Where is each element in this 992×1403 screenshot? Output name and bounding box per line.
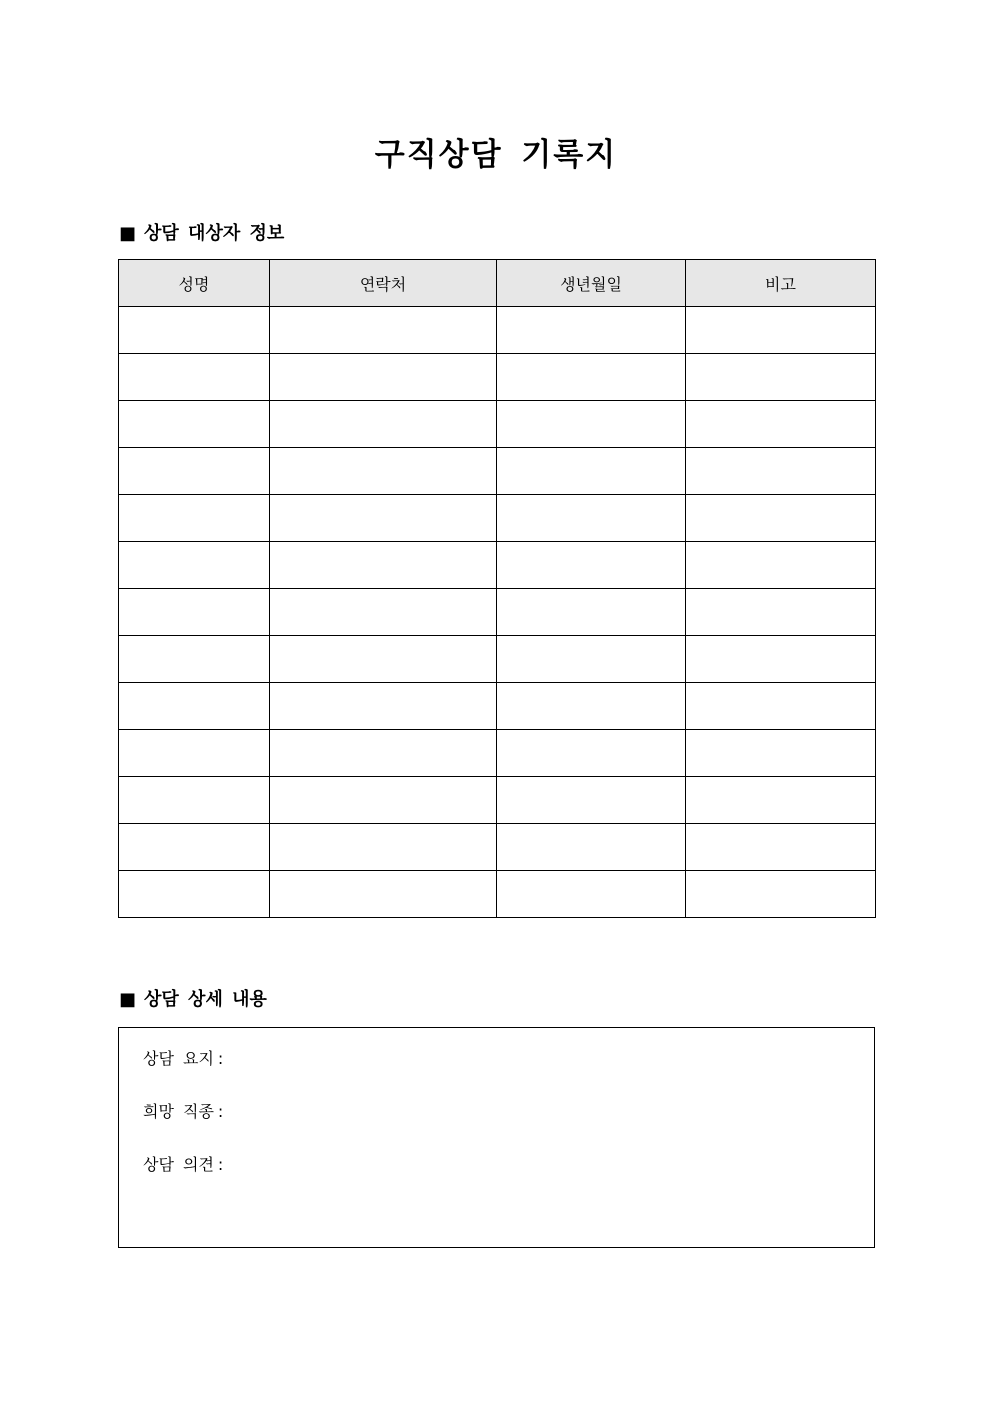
name-cell[interactable]	[119, 307, 270, 354]
table-row	[119, 495, 876, 542]
birthdate-cell[interactable]	[497, 354, 686, 401]
column-header-contact: 연락처	[270, 260, 497, 307]
remarks-cell[interactable]	[686, 730, 876, 777]
remarks-cell[interactable]	[686, 777, 876, 824]
contact-cell[interactable]	[270, 871, 497, 918]
contact-cell[interactable]	[270, 636, 497, 683]
page-title: 구직상담 기록지	[374, 137, 618, 173]
remarks-cell[interactable]	[686, 589, 876, 636]
birthdate-cell[interactable]	[497, 495, 686, 542]
table-header-row	[119, 260, 876, 307]
contact-cell[interactable]	[270, 683, 497, 730]
square-bullet-icon: ■	[119, 223, 137, 244]
table-row	[119, 542, 876, 589]
birthdate-cell[interactable]	[497, 636, 686, 683]
remarks-cell[interactable]	[686, 354, 876, 401]
remarks-cell[interactable]	[686, 495, 876, 542]
table-row	[119, 824, 876, 871]
section-heading-counseling-detail	[119, 988, 267, 1012]
name-cell[interactable]	[119, 824, 270, 871]
name-cell[interactable]	[119, 683, 270, 730]
field-colon: :	[217, 1049, 224, 1068]
name-cell[interactable]	[119, 871, 270, 918]
column-header-remarks: 비고	[686, 260, 876, 307]
birthdate-cell[interactable]	[497, 730, 686, 777]
section-heading-text: 상담 대상자 정보	[144, 223, 285, 244]
table-row	[119, 401, 876, 448]
birthdate-cell[interactable]	[497, 589, 686, 636]
table-row	[119, 448, 876, 495]
birthdate-cell[interactable]	[497, 542, 686, 589]
contact-cell[interactable]	[270, 307, 497, 354]
remarks-cell[interactable]	[686, 542, 876, 589]
section-heading-client-info	[119, 222, 284, 246]
column-header-birthdate: 생년월일	[497, 260, 686, 307]
birthdate-cell[interactable]	[497, 307, 686, 354]
contact-cell[interactable]	[270, 824, 497, 871]
section-heading-text: 상담 상세 내용	[144, 989, 267, 1010]
name-cell[interactable]	[119, 589, 270, 636]
name-cell[interactable]	[119, 401, 270, 448]
contact-cell[interactable]	[270, 589, 497, 636]
remarks-cell[interactable]	[686, 871, 876, 918]
table-row	[119, 871, 876, 918]
field-colon: :	[217, 1155, 224, 1174]
birthdate-cell[interactable]	[497, 683, 686, 730]
name-cell[interactable]	[119, 542, 270, 589]
remarks-cell[interactable]	[686, 683, 876, 730]
counseling-detail-box	[118, 1027, 875, 1248]
field-label: 희망 직종	[143, 1102, 214, 1121]
name-cell[interactable]	[119, 777, 270, 824]
remarks-cell[interactable]	[686, 307, 876, 354]
remarks-cell[interactable]	[686, 824, 876, 871]
field-label: 상담 요지	[143, 1049, 214, 1068]
remarks-cell[interactable]	[686, 401, 876, 448]
table-row	[119, 636, 876, 683]
contact-cell[interactable]	[270, 495, 497, 542]
name-cell[interactable]	[119, 495, 270, 542]
contact-cell[interactable]	[270, 542, 497, 589]
contact-cell[interactable]	[270, 777, 497, 824]
table-row	[119, 730, 876, 777]
contact-cell[interactable]	[270, 730, 497, 777]
field-colon: :	[217, 1102, 224, 1121]
detail-field-summary[interactable]	[143, 1048, 223, 1070]
remarks-cell[interactable]	[686, 448, 876, 495]
client-info-table	[118, 259, 876, 918]
table-row	[119, 354, 876, 401]
table-row	[119, 777, 876, 824]
table-row	[119, 683, 876, 730]
field-label: 상담 의견	[143, 1155, 214, 1174]
detail-field-desired-job[interactable]	[143, 1101, 223, 1123]
birthdate-cell[interactable]	[497, 824, 686, 871]
contact-cell[interactable]	[270, 448, 497, 495]
detail-field-opinion[interactable]	[143, 1154, 223, 1176]
name-cell[interactable]	[119, 354, 270, 401]
name-cell[interactable]	[119, 448, 270, 495]
name-cell[interactable]	[119, 636, 270, 683]
contact-cell[interactable]	[270, 401, 497, 448]
birthdate-cell[interactable]	[497, 777, 686, 824]
birthdate-cell[interactable]	[497, 448, 686, 495]
birthdate-cell[interactable]	[497, 401, 686, 448]
birthdate-cell[interactable]	[497, 871, 686, 918]
name-cell[interactable]	[119, 730, 270, 777]
contact-cell[interactable]	[270, 354, 497, 401]
remarks-cell[interactable]	[686, 636, 876, 683]
column-header-name: 성명	[119, 260, 270, 307]
square-bullet-icon: ■	[119, 989, 137, 1010]
table-row	[119, 307, 876, 354]
table-row	[119, 589, 876, 636]
